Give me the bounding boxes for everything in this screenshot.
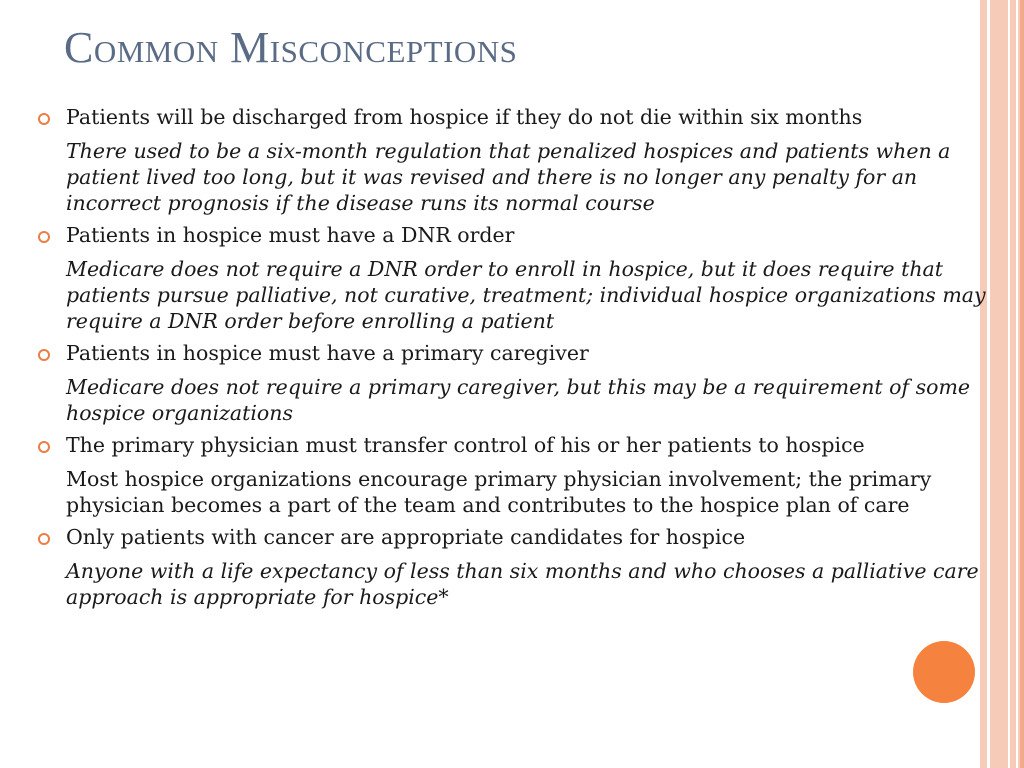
circle-bullet-icon [38,533,50,545]
decorative-orange-circle [913,641,975,703]
explanation-text: Most hospice organizations encourage primary physician involvement; the primary physician becomes a part of the team and contributes to the hospice plan of care [66,467,932,517]
misconception-text: Patients in hospice must have a DNR order [66,223,515,247]
misconception-text: Only patients with cancer are appropriate candidates for hospice [66,525,746,549]
circle-bullet-icon [38,231,50,243]
right-edge-border [1020,0,1024,768]
explanation-text: Anyone with a life expectancy of less than six months and who chooses a palliative care approach is appropriate for hospice* [66,559,979,609]
list-item [34,222,996,334]
right-edge-stripe [1008,0,1010,768]
list-item [34,432,996,518]
bullet-list [34,104,996,616]
explanation-text: There used to be a six-month regulation that penalized hospices and patients when a patient lived too long, but it was revised and there is no longer any penalty for an incorrect prognosis if the disease runs its normal course [66,139,951,215]
explanation-text: Medicare does not require a DNR order to enroll in hospice, but it does require that patients pursue palliative, not curative, treatment; individual hospice organizations may require a DNR order before enrolling a patient [66,257,986,333]
list-item [34,104,996,216]
misconception-text: Patients will be discharged from hospice if they do not die within six months [66,105,863,129]
misconception-text: Patients in hospice must have a primary caregiver [66,341,589,365]
explanation-text: Medicare does not require a primary caregiver, but this may be a requirement of some hospice organizations [66,375,971,425]
slide-title: Common Misconceptions [64,23,518,72]
circle-bullet-icon [38,349,50,361]
circle-bullet-icon [38,113,50,125]
misconception-text: The primary physician must transfer control of his or her patients to hospice [66,433,865,457]
circle-bullet-icon [38,441,50,453]
list-item [34,340,996,426]
list-item [34,524,996,610]
right-edge-stripe [1016,0,1018,768]
